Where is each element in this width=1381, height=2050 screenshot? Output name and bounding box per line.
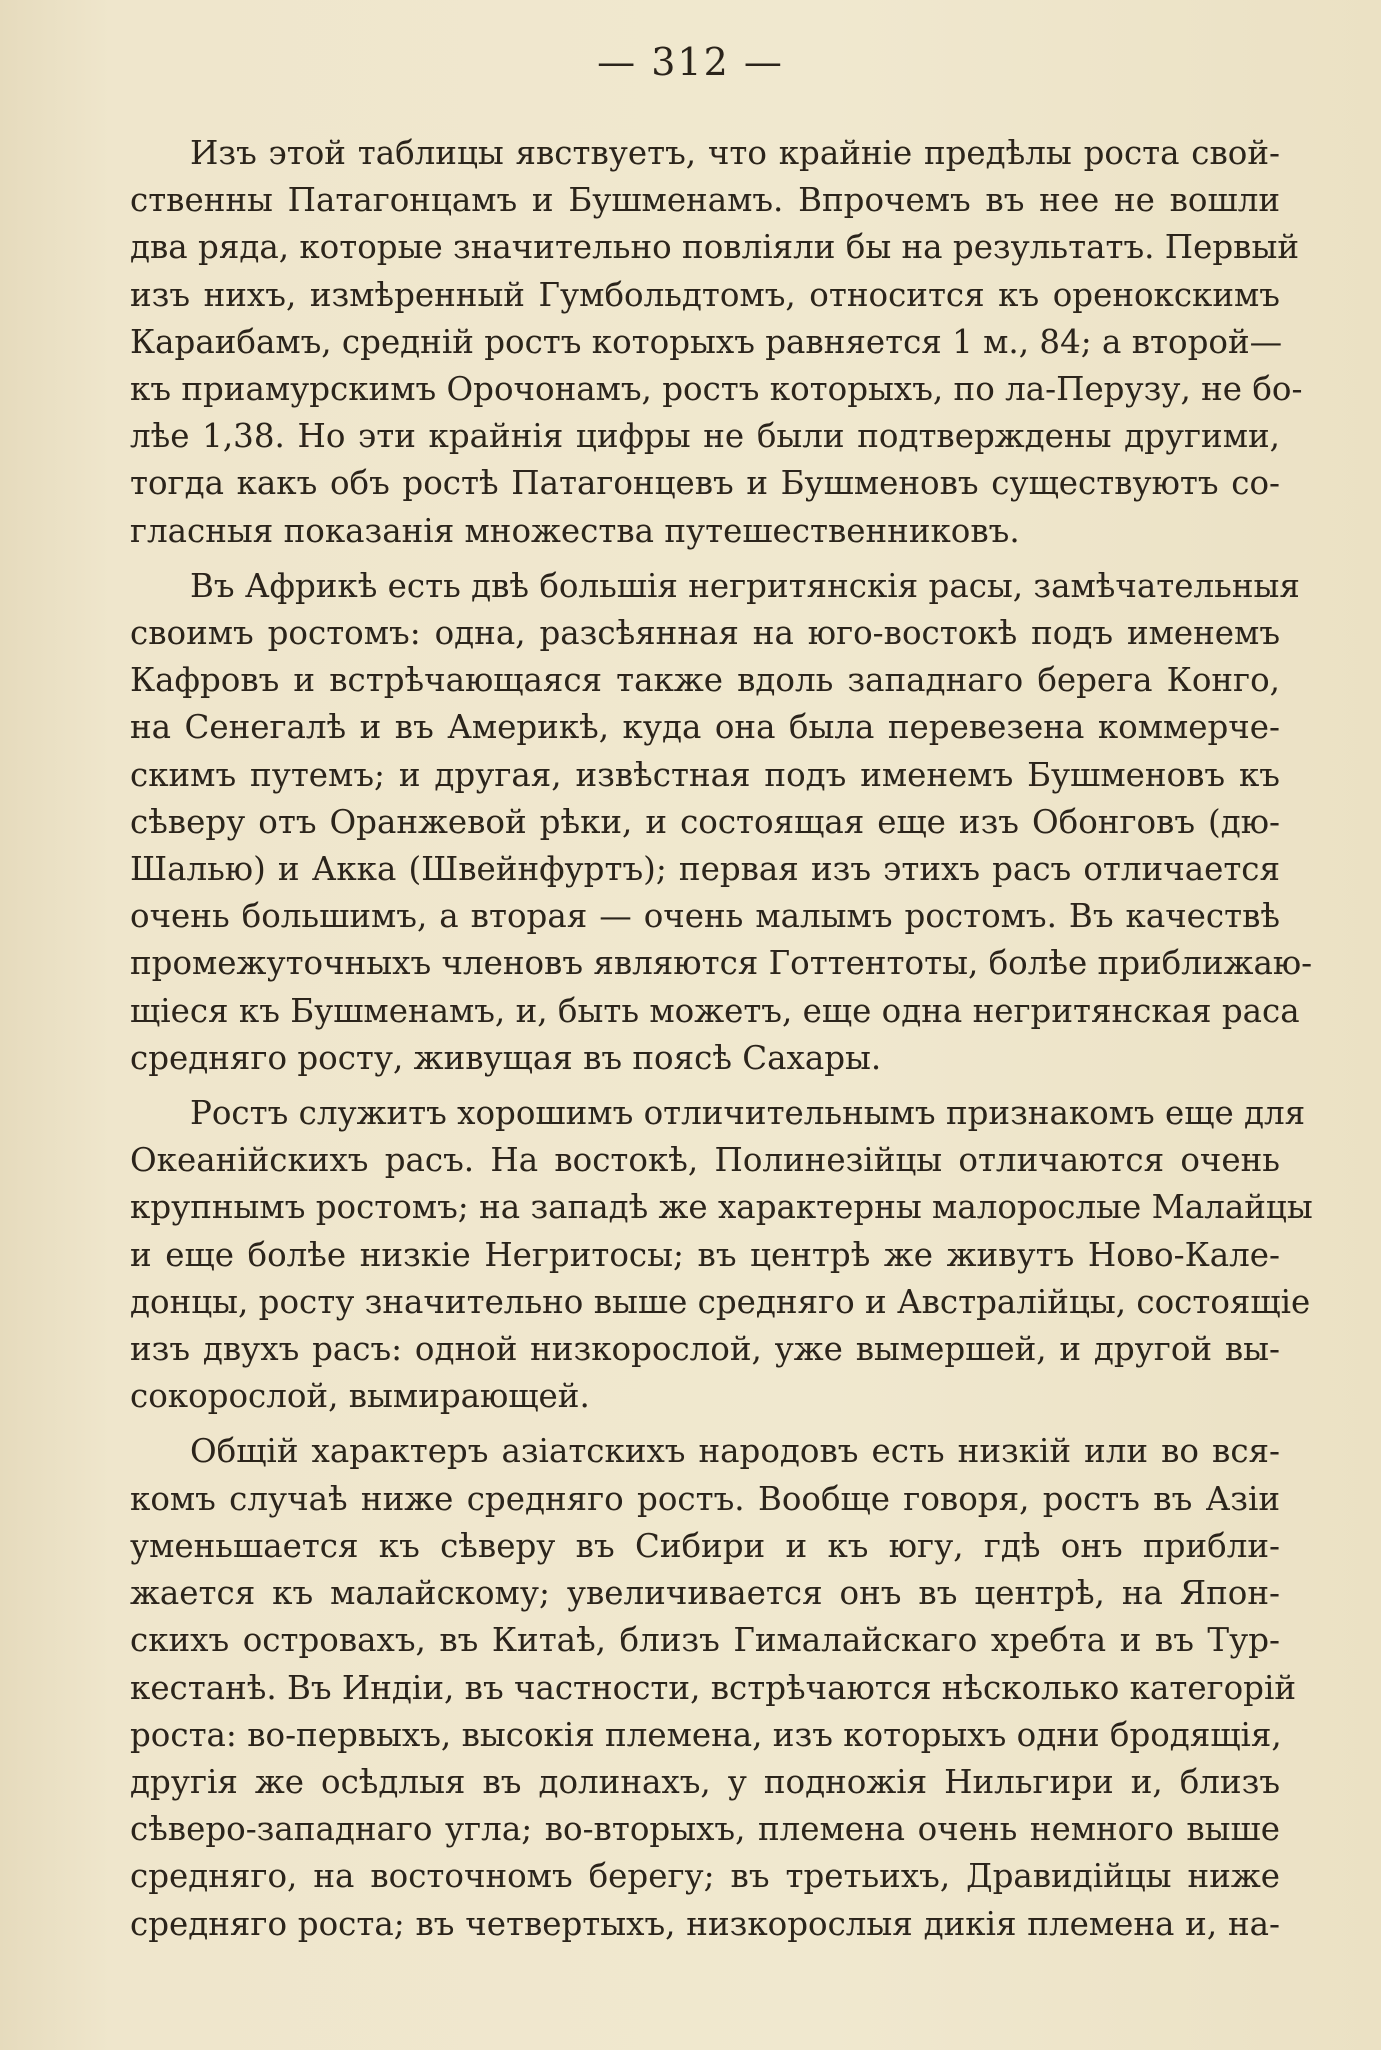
text-line: своимъ ростомъ: одна, разсѣянная на юго-востокѣ подъ именемъ <box>130 614 1280 653</box>
paragraph <box>130 130 1303 555</box>
text-line: средняго роста; въ четвертыхъ, низкорослыя дикія племена и, на- <box>130 1904 1280 1943</box>
text-line: лѣе 1,38. Но эти крайнія цифры не были подтверждены другими, <box>130 417 1280 456</box>
text-line: скимъ путемъ; и другая, извѣстная подъ именемъ Бушменовъ къ <box>130 755 1280 794</box>
text-line: на Сенегалѣ и въ Америкѣ, куда она была перевезена коммерче- <box>130 708 1280 747</box>
text-body <box>130 130 1313 1956</box>
text-line: очень большимъ, а вторая — очень малымъ ростомъ. Въ качествѣ <box>130 897 1280 936</box>
text-line: кестанѣ. Въ Индіи, въ частности, встрѣчаются нѣсколько категорій <box>130 1668 1297 1707</box>
text-line: Океанійскихъ расъ. На востокѣ, Полинезійцы отличаются очень <box>130 1141 1280 1180</box>
text-line: и еще болѣе низкіе Негритосы; въ центрѣ же живутъ Ново-Кале- <box>130 1235 1280 1274</box>
text-line: промежуточныхъ членовъ являются Готтентоты, болѣе приближаю- <box>130 944 1313 983</box>
text-line: Шалью) и Акка (Швейнфуртъ); первая изъ этихъ расъ отличается <box>130 850 1280 889</box>
text-line: уменьшается къ сѣверу въ Сибири и къ югу, гдѣ онъ прибли- <box>130 1526 1280 1565</box>
text-line: донцы, росту значительно выше средняго и Австралійцы, состоящіе <box>130 1282 1311 1321</box>
text-line: сѣверу отъ Оранжевой рѣки, и состоящая еще изъ Обонговъ (дю- <box>130 802 1280 841</box>
text-line: сѣверо-западнаго угла; во-вторыхъ, племена очень немного выше <box>130 1810 1280 1849</box>
text-line: щіеся къ Бушменамъ, и, быть можетъ, еще одна негритянская раса <box>130 991 1300 1030</box>
text-line: скихъ островахъ, въ Китаѣ, близъ Гималайскаго хребта и въ Тур- <box>130 1621 1280 1660</box>
text-line: комъ случаѣ ниже средняго ростъ. Вообще говоря, ростъ въ Азіи <box>130 1479 1280 1518</box>
text-line: средняго росту, живущая въ поясѣ Сахары. <box>130 1038 882 1077</box>
text-line: Въ Африкѣ есть двѣ большія негритянскія расы, замѣчательныя <box>190 566 1300 605</box>
text-line: роста: во-первыхъ, высокія племена, изъ которыхъ одни бродящія, <box>130 1715 1282 1754</box>
text-line: ственны Патагонцамъ и Бушменамъ. Впрочемъ въ нее не вошли <box>130 181 1280 220</box>
text-line: изъ нихъ, измѣренный Гумбольдтомъ, относится къ оренокскимъ <box>130 275 1280 314</box>
page-number: — 312 — <box>597 40 784 84</box>
text-line: крупнымъ ростомъ; на западѣ же характерны малорослые Малайцы <box>130 1188 1313 1227</box>
text-line: Кафровъ и встрѣчающаяся также вдоль западнаго берега Конго, <box>130 661 1280 700</box>
text-line: жается къ малайскому; увеличивается онъ въ центрѣ, на Япон- <box>130 1574 1280 1613</box>
text-line: Ростъ служитъ хорошимъ отличительнымъ признакомъ еще для <box>190 1094 1306 1133</box>
text-line: къ приамурскимъ Орочонамъ, ростъ которыхъ, по ла-Перузу, не бо- <box>130 370 1303 409</box>
text-line: сокорослой, вымирающей. <box>130 1377 590 1416</box>
text-line: Караибамъ, средній ростъ которыхъ равняется 1 м., 84; а второй— <box>130 322 1283 361</box>
text-line: изъ двухъ расъ: одной низкорослой, уже вымершей, и другой вы- <box>130 1330 1280 1369</box>
text-line: средняго, на восточномъ берегу; въ третьихъ, Дравидійцы ниже <box>130 1857 1280 1896</box>
paragraph <box>130 1090 1313 1420</box>
text-line: другія же осѣдлыя въ долинахъ, у подножія Нильгири и, близъ <box>130 1762 1280 1801</box>
paragraph <box>130 1428 1297 1947</box>
paragraph <box>130 563 1313 1082</box>
text-line: Общій характеръ азіатскихъ народовъ есть низкій или во вся- <box>190 1432 1280 1471</box>
text-line: тогда какъ объ ростѣ Патагонцевъ и Бушменовъ существуютъ со- <box>130 464 1280 503</box>
text-line: два ряда, которые значительно повліяли бы на результатъ. Первый <box>130 228 1300 267</box>
text-line: гласныя показанія множества путешественниковъ. <box>130 511 1020 550</box>
text-line: Изъ этой таблицы явствуетъ, что крайніе предѣлы роста свой- <box>190 134 1280 172</box>
